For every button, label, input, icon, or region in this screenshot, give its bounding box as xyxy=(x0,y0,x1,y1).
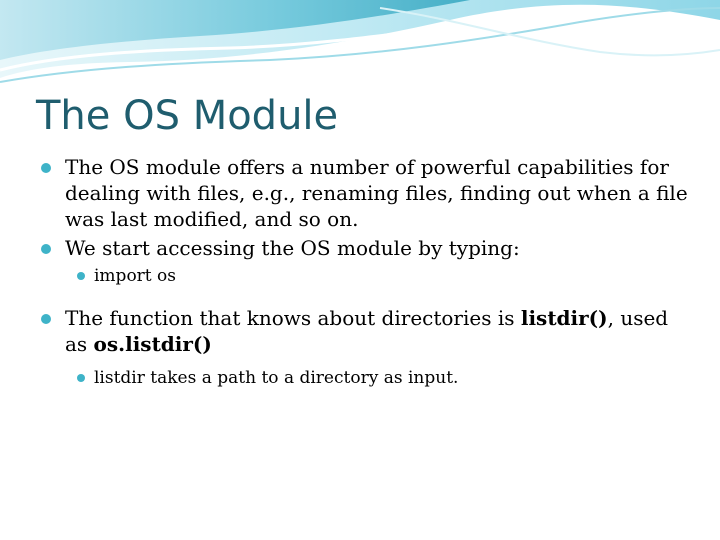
bullet-text: The OS module offers a number of powerful capabilities for dealing with files, e.g., renaming files, finding out when a file was last modified, and so on. xyxy=(65,155,688,231)
sub-bullet-text: import os xyxy=(94,266,176,286)
slide-content xyxy=(36,154,696,389)
bullet-text-start: The function that knows about directories is xyxy=(65,306,521,330)
bullet-item-2 xyxy=(36,235,696,265)
sub-bullet-text: listdir takes a path to a directory as input. xyxy=(94,368,459,388)
bullet-item-1 xyxy=(36,154,696,235)
bullet-icon xyxy=(41,244,51,254)
bullet-icon xyxy=(41,314,51,324)
slide-title: The OS Module xyxy=(36,93,339,139)
bullet-icon xyxy=(41,163,51,173)
code-os-listdir: os.listdir() xyxy=(93,332,212,356)
sub-bullet-icon xyxy=(77,374,85,382)
header-wave-decoration xyxy=(0,0,720,95)
sub-bullet-icon xyxy=(77,272,85,280)
bullet-text-middle: , used as xyxy=(65,306,669,356)
bullet-text: We start accessing the OS module by typing: xyxy=(65,236,520,260)
code-listdir: listdir() xyxy=(520,306,608,330)
sub-bullet-item-2 xyxy=(36,367,696,389)
bullet-item-3 xyxy=(36,305,696,367)
sub-bullet-item-1 xyxy=(36,265,696,305)
